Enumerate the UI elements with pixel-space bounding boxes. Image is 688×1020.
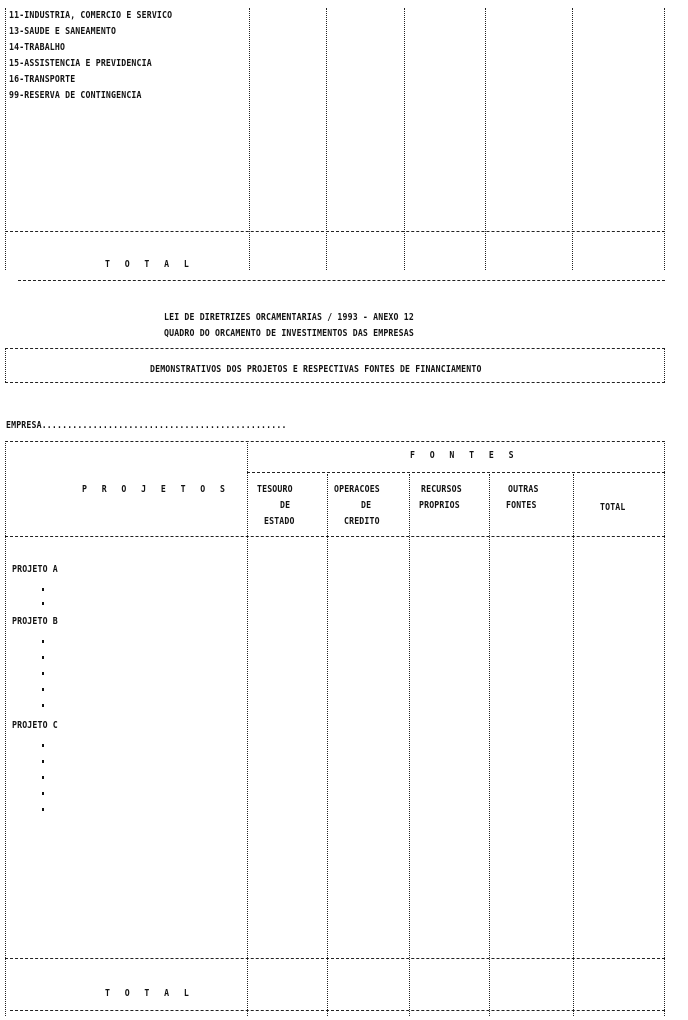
column-separator [409, 474, 410, 1016]
function-item: 13-SAUDE E SANEAMENTO [9, 26, 117, 37]
ellipsis-dot [42, 588, 44, 591]
banner-left-border [5, 348, 6, 382]
page-title: LEI DE DIRETRIZES ORCAMENTARIAS / 1993 - ANEXO 12 [164, 312, 414, 323]
ellipsis-dot [42, 656, 44, 659]
col-recursos-line1: RECURSOS [421, 484, 462, 495]
header-bottom-rule [5, 536, 665, 537]
col-outras-line2: FONTES [506, 500, 537, 511]
function-item: 11-INDUSTRIA, COMERCIO E SERVICO [9, 10, 173, 21]
ellipsis-dot [42, 792, 44, 795]
project-label: PROJETO B [12, 616, 58, 627]
ellipsis-dot [42, 672, 44, 675]
col-tesouro-line1: TESOURO [257, 484, 293, 495]
banner-right-border [664, 348, 665, 382]
banner-title: DEMONSTRATIVOS DOS PROJETOS E RESPECTIVAS FONTES DE FINANCIAMENTO [150, 364, 482, 375]
ellipsis-dot [42, 776, 44, 779]
function-item: 99-RESERVA DE CONTINGENCIA [9, 90, 142, 101]
total-label: T O T A L [105, 988, 194, 999]
bottom-rule [18, 280, 665, 281]
column-separator [489, 474, 490, 1016]
ellipsis-dot [42, 688, 44, 691]
column-separator [327, 474, 328, 1016]
column-separator [247, 441, 248, 1016]
col-tesouro-line3: ESTADO [264, 516, 295, 527]
border-right [664, 441, 665, 1016]
ellipsis-dot [42, 602, 44, 605]
ellipsis-dot [42, 808, 44, 811]
column-separator [573, 474, 574, 1016]
total-separator-line [5, 231, 665, 232]
project-label: PROJETO A [12, 564, 58, 575]
total-label: T O T A L [105, 259, 194, 270]
fontes-header: F O N T E S [410, 450, 519, 461]
fontes-underline [247, 472, 665, 473]
col-tesouro-line2: DE [280, 500, 291, 511]
table-top-rule [5, 441, 665, 442]
banner-top-rule [5, 348, 665, 349]
ellipsis-dot [42, 640, 44, 643]
bottom-rule [10, 1010, 665, 1011]
col-recursos-line2: PROPRIOS [419, 500, 460, 511]
function-item: 15-ASSISTENCIA E PREVIDENCIA [9, 58, 152, 69]
projetos-header: P R O J E T O S [82, 484, 230, 495]
project-label: PROJETO C [12, 720, 58, 731]
ellipsis-dot [42, 704, 44, 707]
ellipsis-dot [42, 744, 44, 747]
col-operacoes-line3: CREDITO [344, 516, 380, 527]
border-left [5, 441, 6, 1016]
col-total: TOTAL [600, 502, 626, 513]
total-separator-line [5, 958, 665, 959]
col-outras-line1: OUTRAS [508, 484, 539, 495]
function-item: 14-TRABALHO [9, 42, 66, 53]
col-operacoes-line1: OPERACOES [334, 484, 380, 495]
col-operacoes-line2: DE [361, 500, 372, 511]
page-subtitle: QUADRO DO ORCAMENTO DE INVESTIMENTOS DAS EMPRESAS [164, 328, 414, 339]
banner-bottom-rule [5, 382, 665, 383]
ellipsis-dot [42, 760, 44, 763]
empresa-field: EMPRESA................................................ [6, 420, 287, 431]
function-item: 16-TRANSPORTE [9, 74, 76, 85]
